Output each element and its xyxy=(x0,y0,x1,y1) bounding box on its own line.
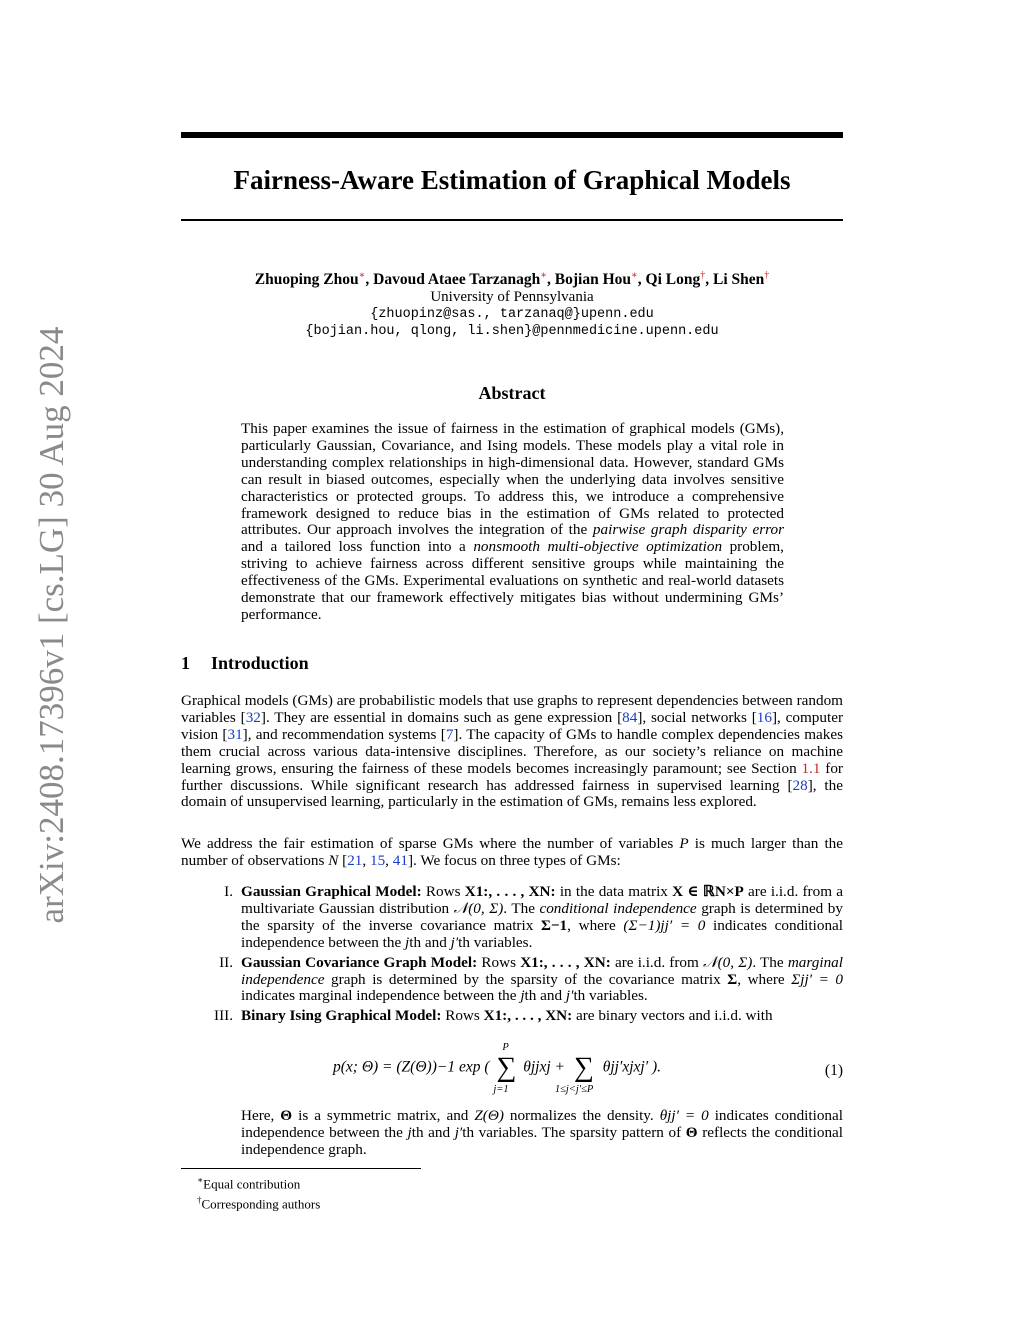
author-block xyxy=(181,267,843,340)
email-line: {zhuopinz@sas., tarzanaq@}upenn.edu xyxy=(370,307,654,323)
abstract-text: This paper examines the issue of fairness in the estimation of graphical models (GMs), particularly Gaussian, Covariance, and Ising models. These models play a vital role in understanding complex relationships in high-dimensional data. However, standard GMs can result in biased outcomes, especially when the underlying data involves sensitive characteristics or protected groups. To address this, we introduce a comprehensive framework designed to reduce bias in the estimation of GMs related to protected attributes. Our approach involves the integration of the pairwise graph disparity error and a tailored loss function into a nonsmooth multi-objective optimization problem, striving to achieve fairness across different sensitive groups while maintaining the effectiveness of the GMs. Experimental evaluations on synthetic and real-world datasets demonstrate that our framework effectively mitigates bias without undermining GMs’ performance. xyxy=(241,420,784,623)
citation-link[interactable]: 84 xyxy=(622,708,638,726)
list-item: II. Gaussian Covariance Graph Model: Rows X1:, . . . , XN: are i.i.d. from 𝒩(0, Σ). The marginal independence graph is determined by the sparsity of the covariance matrix Σ, where Σjj′ = 0 indicates marginal independence between the jth and j′th variables. xyxy=(181,955,843,1006)
citation-link[interactable]: 31 xyxy=(227,725,243,743)
list-item: I. Gaussian Graphical Model: Rows X1:, . . . , XN: in the data matrix X ∈ ℝN×P are i.i.d. from a multivariate Gaussian distribution 𝒩(0, Σ). The conditional independence graph is determined by the sparsity of the inverse covariance matrix Σ−1, where (Σ−1)jj′ = 0 indicates conditional independence between the jth and j′th variables. xyxy=(181,884,843,952)
intro-paragraph-1: Graphical models (GMs) are probabilistic models that use graphs to represent dependencies between random variables [32]. They are essential in domains such as gene expression [84], social networks [16], computer vision [31], and recommendation systems [7]. The capacity of GMs to handle complex dependencies makes them crucial across various data-intensive disciplines. Therefore, as our society’s reliance on machine learning grows, ensuring the fairness of these models becomes increasingly paramount; see Section 1.1 for further discussions. While significant research has addressed fairness in supervised learning [28], the domain of unsupervised learning, particularly in the estimation of GMs, remains less explored. xyxy=(181,692,844,811)
section-title: Introduction xyxy=(211,653,309,673)
citation-link[interactable]: 41 xyxy=(392,851,408,869)
citation-link[interactable]: 15 xyxy=(369,851,386,869)
summation-symbol: ∑ xyxy=(573,1052,594,1083)
author-name: Zhuoping Zhou xyxy=(254,271,359,289)
author-name: Bojian Hou xyxy=(554,271,631,289)
sum-lower-limit: 1≤j<j′≤P xyxy=(554,1084,594,1095)
footnote-rule xyxy=(181,1168,421,1169)
equation-number: (1) xyxy=(824,1062,843,1079)
citation-link[interactable]: 32 xyxy=(245,708,261,726)
citation-link[interactable]: 21 xyxy=(347,851,363,869)
citation-link[interactable]: 7 xyxy=(445,725,454,743)
author-mark: ∗ xyxy=(358,270,366,281)
summation-symbol: ∑ xyxy=(496,1052,517,1083)
list-label: II. xyxy=(219,953,233,971)
email-line: {bojian.hou, qlong, li.shen}@pennmedicine.upenn.edu xyxy=(305,324,719,340)
author-mark: † xyxy=(764,270,770,281)
paper-title: Fairness-Aware Estimation of Graphical Models xyxy=(233,165,791,195)
author-name: Li Shen xyxy=(713,271,765,289)
affiliation: University of Pennsylvania xyxy=(430,289,594,306)
title-bottom-rule xyxy=(181,219,843,221)
abstract-heading: Abstract xyxy=(478,383,546,403)
title-top-rule xyxy=(181,132,843,138)
footnotes xyxy=(197,1172,320,1213)
equation-body: p(x; Θ) = (Z(Θ))−1 exp ( P ∑ j=1 θjjxj + ∑ 1≤j<j′≤P θjj′xjxj′ ). xyxy=(333,1042,662,1095)
list-item: III. Binary Ising Graphical Model: Rows X1:, . . . , XN: are binary vectors and i.i.d. with xyxy=(181,1008,843,1025)
footnote: ∗Equal contribution xyxy=(197,1175,301,1192)
sum-lower-limit: j=1 xyxy=(493,1084,509,1095)
arxiv-stamp: arXiv:2408.17396v1 [cs.LG] 30 Aug 2024 xyxy=(32,326,71,924)
sum-upper-limit: P xyxy=(502,1042,509,1053)
footnote: †Corresponding authors xyxy=(197,1195,321,1212)
author-name: Davoud Ataee Tarzanagh xyxy=(373,271,541,289)
section-reference-link[interactable]: 1.1 xyxy=(801,759,821,777)
list-label: I. xyxy=(224,883,233,900)
author-mark: † xyxy=(700,270,706,281)
intro-paragraph-2: We address the fair estimation of sparse GMs where the number of variables P is much larger than the number of observations N [21, 15, 41]. We focus on three types of GMs: xyxy=(181,835,844,869)
equation-explanation: Here, Θ is a symmetric matrix, and Z(Θ) normalizes the density. θjj′ = 0 indicates conditional independence between the jth and j′th variables. The sparsity pattern of Θ reflects the conditional independence graph. xyxy=(241,1107,844,1158)
citation-link[interactable]: 28 xyxy=(792,776,808,794)
author-name: Qi Long xyxy=(645,271,701,289)
section-heading-introduction xyxy=(181,652,309,674)
author-mark: ∗ xyxy=(540,270,548,281)
list-label: III. xyxy=(214,1007,233,1025)
citation-link[interactable]: 16 xyxy=(756,708,772,726)
gm-type-list xyxy=(181,884,843,1025)
equation-1 xyxy=(241,1044,843,1102)
author-mark: ∗ xyxy=(631,270,638,281)
author-list: Zhuoping Zhou∗, Davoud Ataee Tarzanagh∗, Bojian Hou∗, Qi Long†, Li Shen† xyxy=(254,270,770,289)
section-number: 1 xyxy=(181,653,190,673)
